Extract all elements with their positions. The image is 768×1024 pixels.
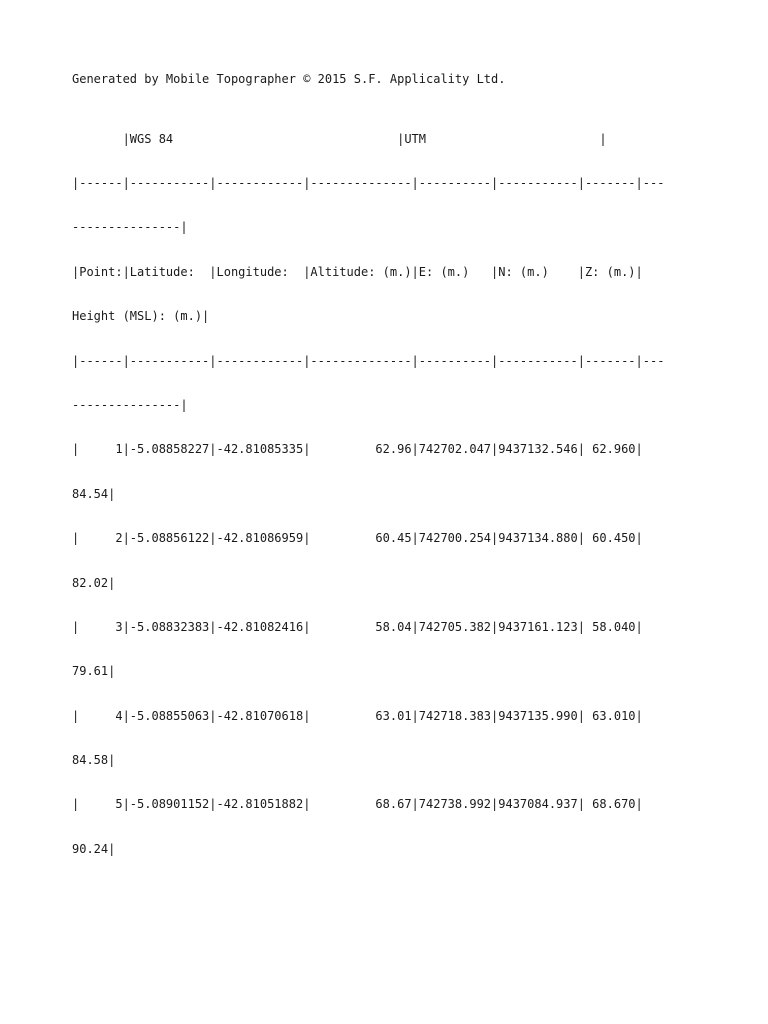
table-row-point-3-wrap: 79.61| (72, 664, 116, 679)
table-line-separator: |------|-----------|------------|--------------|----------|-----------|-------|--- (72, 175, 665, 190)
table-row-point-5: | 5|-5.08901152|-42.81051882| 68.67|742738.992|9437084.937| 68.670| (72, 797, 643, 812)
table-row-point-3: | 3|-5.08832383|-42.81082416| 58.04|742705.382|9437161.123| 58.040| (72, 619, 643, 634)
coordinate-table (72, 102, 664, 886)
table-row-point-2-wrap: 82.02| (72, 575, 116, 590)
table-row-point-4: | 4|-5.08855063|-42.81070618| 63.01|742718.383|9437135.990| 63.010| (72, 708, 643, 723)
table-line-separator-wrap: ---------------| (72, 220, 188, 235)
table-row-point-5-wrap: 90.24| (72, 841, 116, 856)
table-line-separator-wrap: ---------------| (72, 397, 188, 412)
table-row-point-4-wrap: 84.58| (72, 753, 116, 768)
table-line-column-headers: |Point:|Latitude: |Longitude: |Altitude: (m.)|E: (m.) |N: (m.) |Z: (m.)| (72, 264, 643, 279)
table-row-point-2: | 2|-5.08856122|-42.81086959| 60.45|742700.254|9437134.880| 60.450| (72, 531, 643, 546)
table-row-point-1: | 1|-5.08858227|-42.81085335| 62.96|742702.047|9437132.546| 62.960| (72, 442, 643, 457)
table-line-column-headers-wrap: Height (MSL): (m.)| (72, 309, 210, 324)
table-row-point-1-wrap: 84.54| (72, 486, 116, 501)
table-line-separator: |------|-----------|------------|--------------|----------|-----------|-------|--- (72, 353, 665, 368)
table-line-wgs-utm-header: |WGS 84 |UTM | (72, 131, 607, 146)
generated-by-line: Generated by Mobile Topographer © 2015 S.F. Applicality Ltd. (72, 72, 506, 86)
